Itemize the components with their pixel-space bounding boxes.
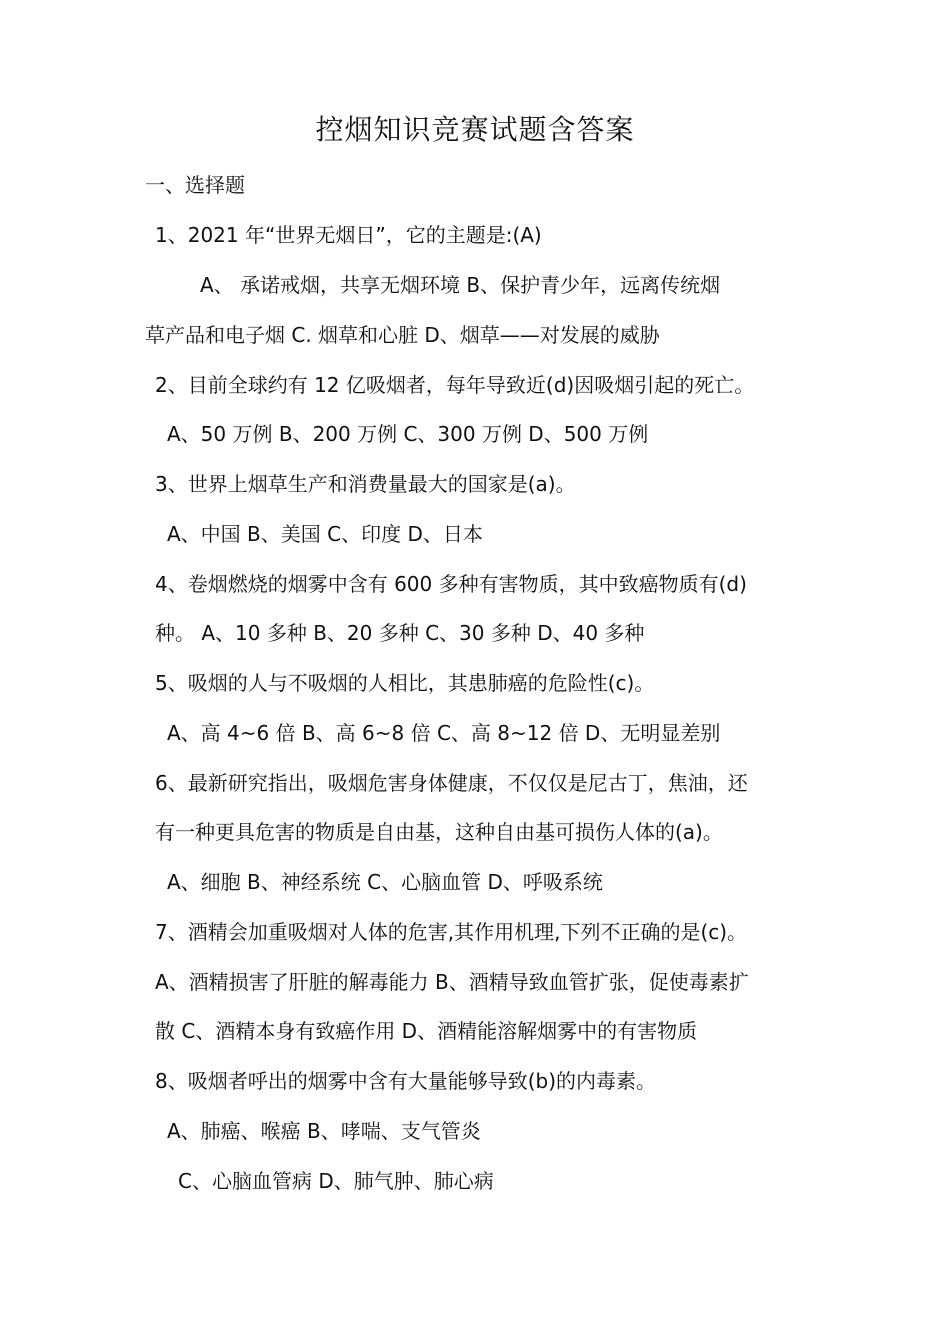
- question-4-options: 种。 A、10 多种 B、20 多种 C、30 多种 D、40 多种: [155, 621, 645, 645]
- question-1-options-line-1: A、 承诺戒烟，共享无烟环境 B、保护青少年，远离传统烟: [200, 273, 721, 297]
- section-heading: 一、选择题: [145, 173, 245, 197]
- question-7-options-line-2: 散 C、酒精本身有致癌作用 D、酒精能溶解烟雾中的有害物质: [155, 1019, 698, 1043]
- question-4: 4、卷烟燃烧的烟雾中含有 600 多种有害物质，其中致癌物质有(d): [155, 572, 747, 596]
- question-1: 1、2021 年“世界无烟日”，它的主题是:(A): [155, 223, 542, 247]
- question-5: 5、吸烟的人与不吸烟的人相比，其患肺癌的危险性(c)。: [155, 671, 655, 695]
- question-8-options-line-2: C、心脑血管病 D、肺气肿、肺心病: [178, 1169, 494, 1193]
- question-8-options-line-1: A、肺癌、喉癌 B、哮喘、支气管炎: [167, 1119, 481, 1143]
- question-7: 7、酒精会加重吸烟对人体的危害,其作用机理,下列不正确的是(c)。: [155, 920, 748, 944]
- question-5-options: A、高 4~6 倍 B、高 6~8 倍 C、高 8~12 倍 D、无明显差别: [167, 721, 721, 745]
- question-2: 2、目前全球约有 12 亿吸烟者，每年导致近(d)因吸烟引起的死亡。: [155, 373, 755, 397]
- question-6-line-1: 6、最新研究指出，吸烟危害身体健康，不仅仅是尼古丁，焦油，还: [155, 771, 748, 795]
- question-1-options-line-2: 草产品和电子烟 C. 烟草和心脏 D、烟草——对发展的威胁: [145, 323, 660, 347]
- question-7-options-line-1: A、酒精损害了肝脏的解毒能力 B、酒精导致血管扩张，促使毒素扩: [155, 970, 749, 994]
- question-3: 3、世界上烟草生产和消费量最大的国家是(a)。: [155, 472, 576, 496]
- question-6-line-2: 有一种更具危害的物质是自由基，这种自由基可损伤人体的(a)。: [155, 820, 723, 844]
- question-3-options: A、中国 B、美国 C、印度 D、日本: [167, 522, 483, 546]
- question-2-options: A、50 万例 B、200 万例 C、300 万例 D、500 万例: [167, 422, 649, 446]
- document-title: 控烟知识竞赛试题含答案: [315, 113, 635, 146]
- question-6-options: A、细胞 B、神经系统 C、心脑血管 D、呼吸系统: [167, 870, 603, 894]
- question-8: 8、吸烟者呼出的烟雾中含有大量能够导致(b)的内毒素。: [155, 1069, 657, 1093]
